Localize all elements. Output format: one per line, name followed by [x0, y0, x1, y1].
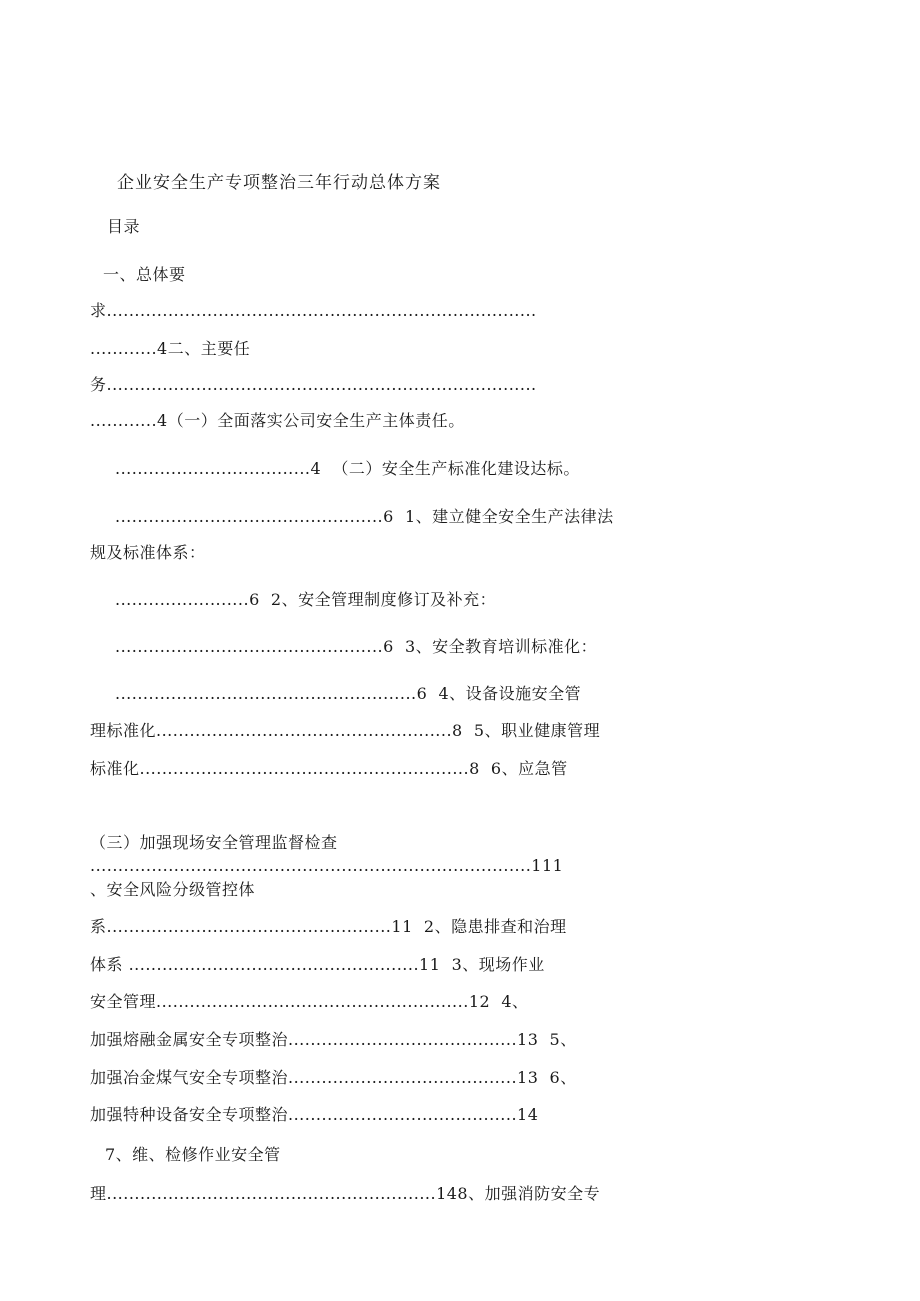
- toc-line: ................................................6 3、安全教育培训标准化：: [115, 637, 598, 656]
- toc-line: 理...........................................................148、加强消防安全专: [90, 1184, 601, 1203]
- toc-line: 系...................................................11 2、隐患排查和治理: [90, 917, 567, 936]
- toc-line: 一、总体要: [103, 265, 186, 284]
- toc-line: ...................................4 （二）安全生产标准化建设达标。: [115, 459, 580, 478]
- toc-line: 加强冶金煤气安全专项整治.........................................13 6、: [90, 1068, 577, 1087]
- toc-line: 、安全风险分级管控体: [90, 880, 256, 899]
- toc-line: 务.............................................................................: [90, 375, 537, 394]
- toc-line: ...............................................................................111: [90, 856, 564, 875]
- document-title: 企业安全生产专项整治三年行动总体方案: [117, 173, 441, 193]
- toc-line: 安全管理........................................................12 4、: [90, 992, 529, 1011]
- toc-heading: 目录: [107, 217, 141, 236]
- toc-line: 理标准化.....................................................8 5、职业健康管理: [90, 721, 601, 740]
- toc-line: 加强熔融金属安全专项整治.........................................13 5、: [90, 1030, 577, 1049]
- toc-line: ................................................6 1、建立健全安全生产法律法: [115, 507, 614, 526]
- toc-line: 7、维、检修作业安全管: [105, 1145, 281, 1164]
- toc-line: 加强特种设备安全专项整治.........................................14: [90, 1105, 539, 1124]
- toc-line: （三）加强现场安全管理监督检查: [90, 833, 338, 852]
- toc-line: ........................6 2、安全管理制度修订及补充：: [115, 590, 497, 609]
- toc-line: 标准化...........................................................8 6、应急管: [90, 759, 568, 778]
- toc-line: ......................................................6 4、设备设施安全管: [115, 684, 582, 703]
- toc-line: ............4（一）全面落实公司安全生产主体责任。: [90, 411, 465, 430]
- toc-line: ............4二、主要任: [90, 339, 251, 358]
- toc-line: 体系 ....................................................11 3、现场作业: [90, 955, 545, 974]
- toc-line: 规及标准体系：: [90, 543, 206, 562]
- toc-line: 求.............................................................................: [90, 301, 537, 320]
